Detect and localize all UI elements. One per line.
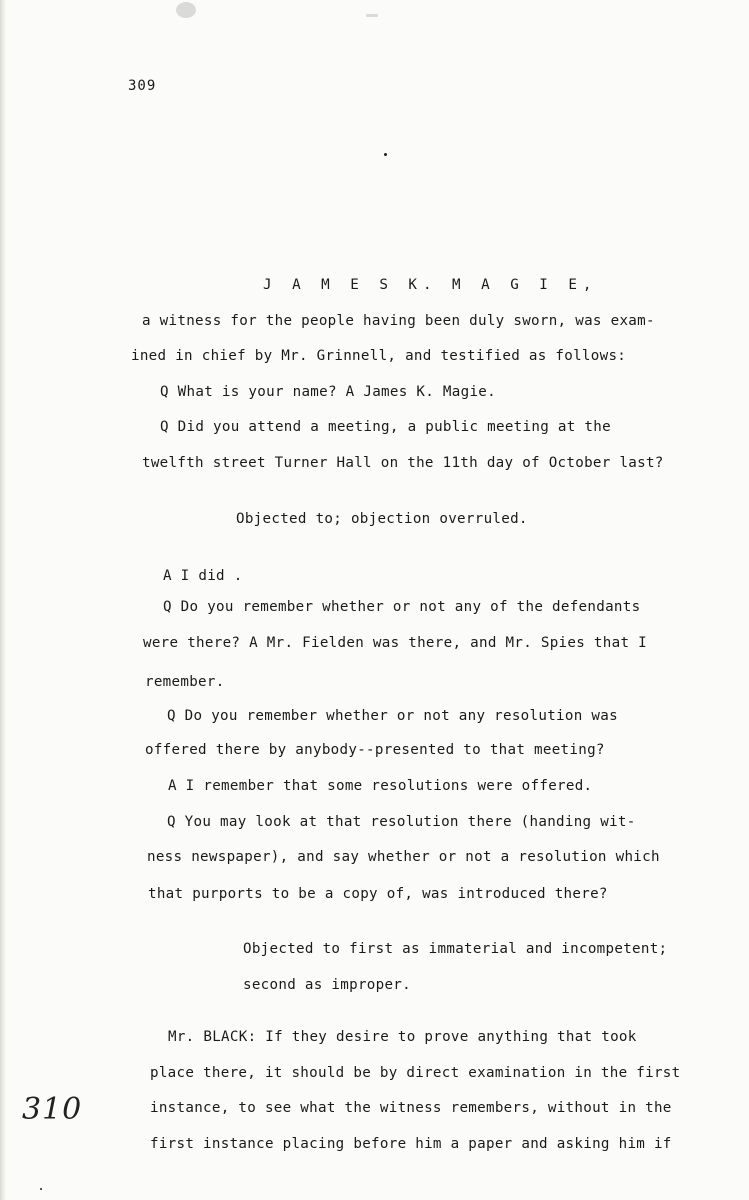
question-line: Q You may look at that resolution there (handing wit- <box>167 814 636 830</box>
text-line: a witness for the people having been duly sworn, was exam- <box>142 313 655 329</box>
question-line: Q Did you attend a meeting, a public meeting at the <box>160 419 611 435</box>
text-line: offered there by anybody--presented to that meeting? <box>145 742 605 758</box>
text-line: place there, it should be by direct examination in the first <box>150 1065 681 1081</box>
witness-heading: J A M E S K. M A G I E, <box>263 277 598 293</box>
top-mark <box>366 14 378 17</box>
ink-dot <box>40 1188 42 1190</box>
text-line: remember. <box>145 674 225 690</box>
page-number: 309 <box>128 78 157 94</box>
question-line: Q What is your name? A James K. Magie. <box>160 384 496 400</box>
text-line: were there? A Mr. Fielden was there, and Mr. Spies that I <box>143 635 647 651</box>
handwritten-page-note: 310 <box>22 1092 83 1127</box>
objection-line: Objected to first as immaterial and incompetent; <box>243 941 668 957</box>
text-line: twelfth street Turner Hall on the 11th day of October last? <box>142 455 664 471</box>
text-line: that purports to be a copy of, was introduced there? <box>148 886 608 902</box>
question-line: Q Do you remember whether or not any resolution was <box>167 708 618 724</box>
text-line: instance, to see what the witness remembers, without in the <box>150 1100 672 1116</box>
objection-line: second as improper. <box>243 977 411 993</box>
text-line: ined in chief by Mr. Grinnell, and testified as follows: <box>131 348 627 364</box>
counsel-line: Mr. BLACK: If they desire to prove anything that took <box>168 1029 637 1045</box>
answer-line: A I did . <box>163 568 243 584</box>
text-line: ness newspaper), and say whether or not a resolution which <box>147 849 660 865</box>
objection-line: Objected to; objection overruled. <box>236 511 528 527</box>
top-smudge <box>176 2 196 18</box>
ink-dot <box>384 153 387 156</box>
answer-line: A I remember that some resolutions were offered. <box>168 778 593 794</box>
text-line: first instance placing before him a paper and asking him if <box>150 1136 672 1152</box>
page-edge-shadow <box>0 0 6 1200</box>
question-line: Q Do you remember whether or not any of the defendants <box>163 599 641 615</box>
